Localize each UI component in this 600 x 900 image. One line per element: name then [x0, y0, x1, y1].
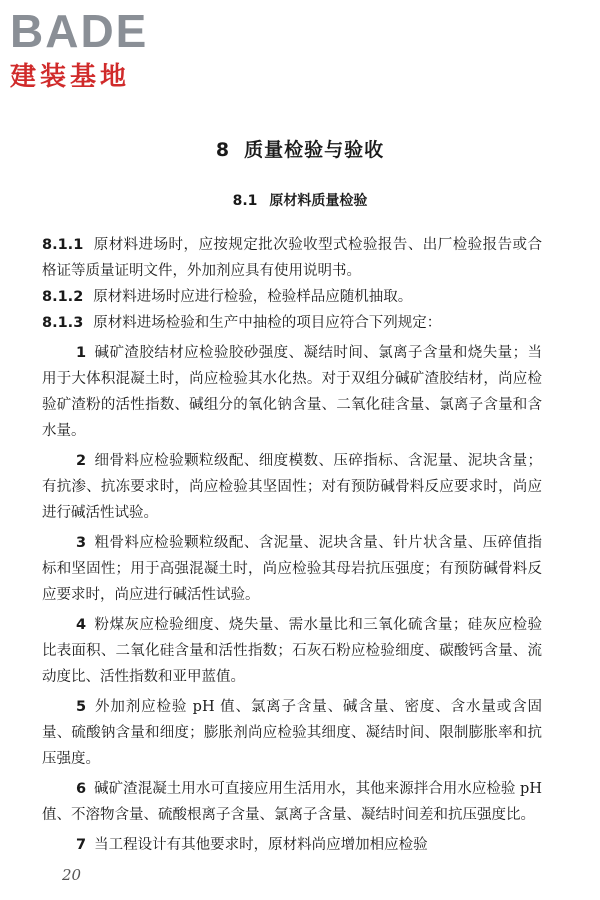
- list-item: [42, 530, 542, 608]
- section-number: 8.1: [232, 193, 258, 209]
- clause-text: 原材料进场检验和生产中抽检的项目应符合下列规定：: [93, 315, 442, 331]
- clause-text: 原材料进场时，应按规定批次验收型式检验报告、出厂检验报告或合格证等质量证明文件，外加剂应具有使用说明书。: [42, 237, 542, 279]
- page-number: 20: [62, 866, 82, 884]
- list-item: [42, 694, 542, 772]
- list-item: [42, 776, 542, 828]
- item-text: 粗骨料应检验颗粒级配、含泥量、泥块含量、针片状含量、压碎值指标和坚固性；用于高强混凝土时，尚应检验其母岩抗压强度；有预防碱骨料反应要求时，尚应进行碱活性试验。: [42, 535, 542, 603]
- item-text: 细骨料应检验颗粒级配、细度模数、压碎指标、含泥量、泥块含量；有抗渗、抗冻要求时，尚应检验其坚固性；对有预防碱骨料反应要求时，尚应进行碱活性试验。: [42, 453, 542, 521]
- clause-number: 8.1.2: [42, 289, 84, 305]
- chapter-number: 8: [215, 139, 231, 161]
- clause-text: 原材料进场时应进行检验，检验样品应随机抽取。: [93, 289, 413, 305]
- item-number: 3: [76, 535, 87, 551]
- logo-subtitle: 建装基地: [10, 62, 131, 92]
- chapter-title-text: 质量检验与验收: [244, 139, 385, 161]
- item-text: 当工程设计有其他要求时，原材料尚应增加相应检验: [94, 837, 428, 853]
- list-item: [42, 612, 542, 690]
- list-item: [42, 340, 542, 444]
- item-text: 外加剂应检验 pH 值、氯离子含量、碱含量、密度、含水量或含固量、硫酸钠含量和细度；膨胀剂尚应检验其细度、凝结时间、限制膨胀率和抗压强度。: [42, 699, 542, 767]
- item-number: 7: [76, 837, 87, 853]
- item-text: 碱矿渣混凝土用水可直接应用生活用水，其他来源拌合用水应检验 pH 值、不溶物含量、硫酸根离子含量、氯离子含量、凝结时间差和抗压强度比。: [42, 781, 542, 823]
- clause: [42, 232, 542, 284]
- clause-number: 8.1.1: [42, 237, 84, 253]
- item-number: 2: [76, 453, 87, 469]
- list-item: [42, 448, 542, 526]
- clause-number: 8.1.3: [42, 315, 84, 331]
- clause: [42, 310, 542, 336]
- clause: [42, 284, 542, 310]
- section-title-text: 原材料质量检验: [269, 193, 368, 209]
- section-title: [0, 190, 600, 210]
- bade-logo: [10, 5, 149, 92]
- item-number: 6: [76, 781, 87, 797]
- chapter-title: [0, 135, 600, 162]
- logo-brand: BADE: [10, 5, 149, 57]
- item-text: 碱矿渣胶结材应检验胶砂强度、凝结时间、氯离子含量和烧失量；当用于大体积混凝土时，尚应检验其水化热。对于双组分碱矿渣胶结材，尚应检验矿渣粉的活性指数、碱组分的氧化钠含量、二氧化硅含量、氯离子含量和含水量。: [42, 345, 542, 439]
- item-number: 5: [76, 699, 87, 715]
- item-number: 4: [76, 617, 87, 633]
- list-item: [42, 832, 542, 858]
- item-text: 粉煤灰应检验细度、烧失量、需水量比和三氧化硫含量；硅灰应检验比表面积、二氧化硅含量和活性指数；石灰石粉应检验细度、碳酸钙含量、流动度比、活性指数和亚甲蓝值。: [42, 617, 542, 685]
- body-text: [42, 232, 542, 858]
- item-number: 1: [76, 345, 87, 361]
